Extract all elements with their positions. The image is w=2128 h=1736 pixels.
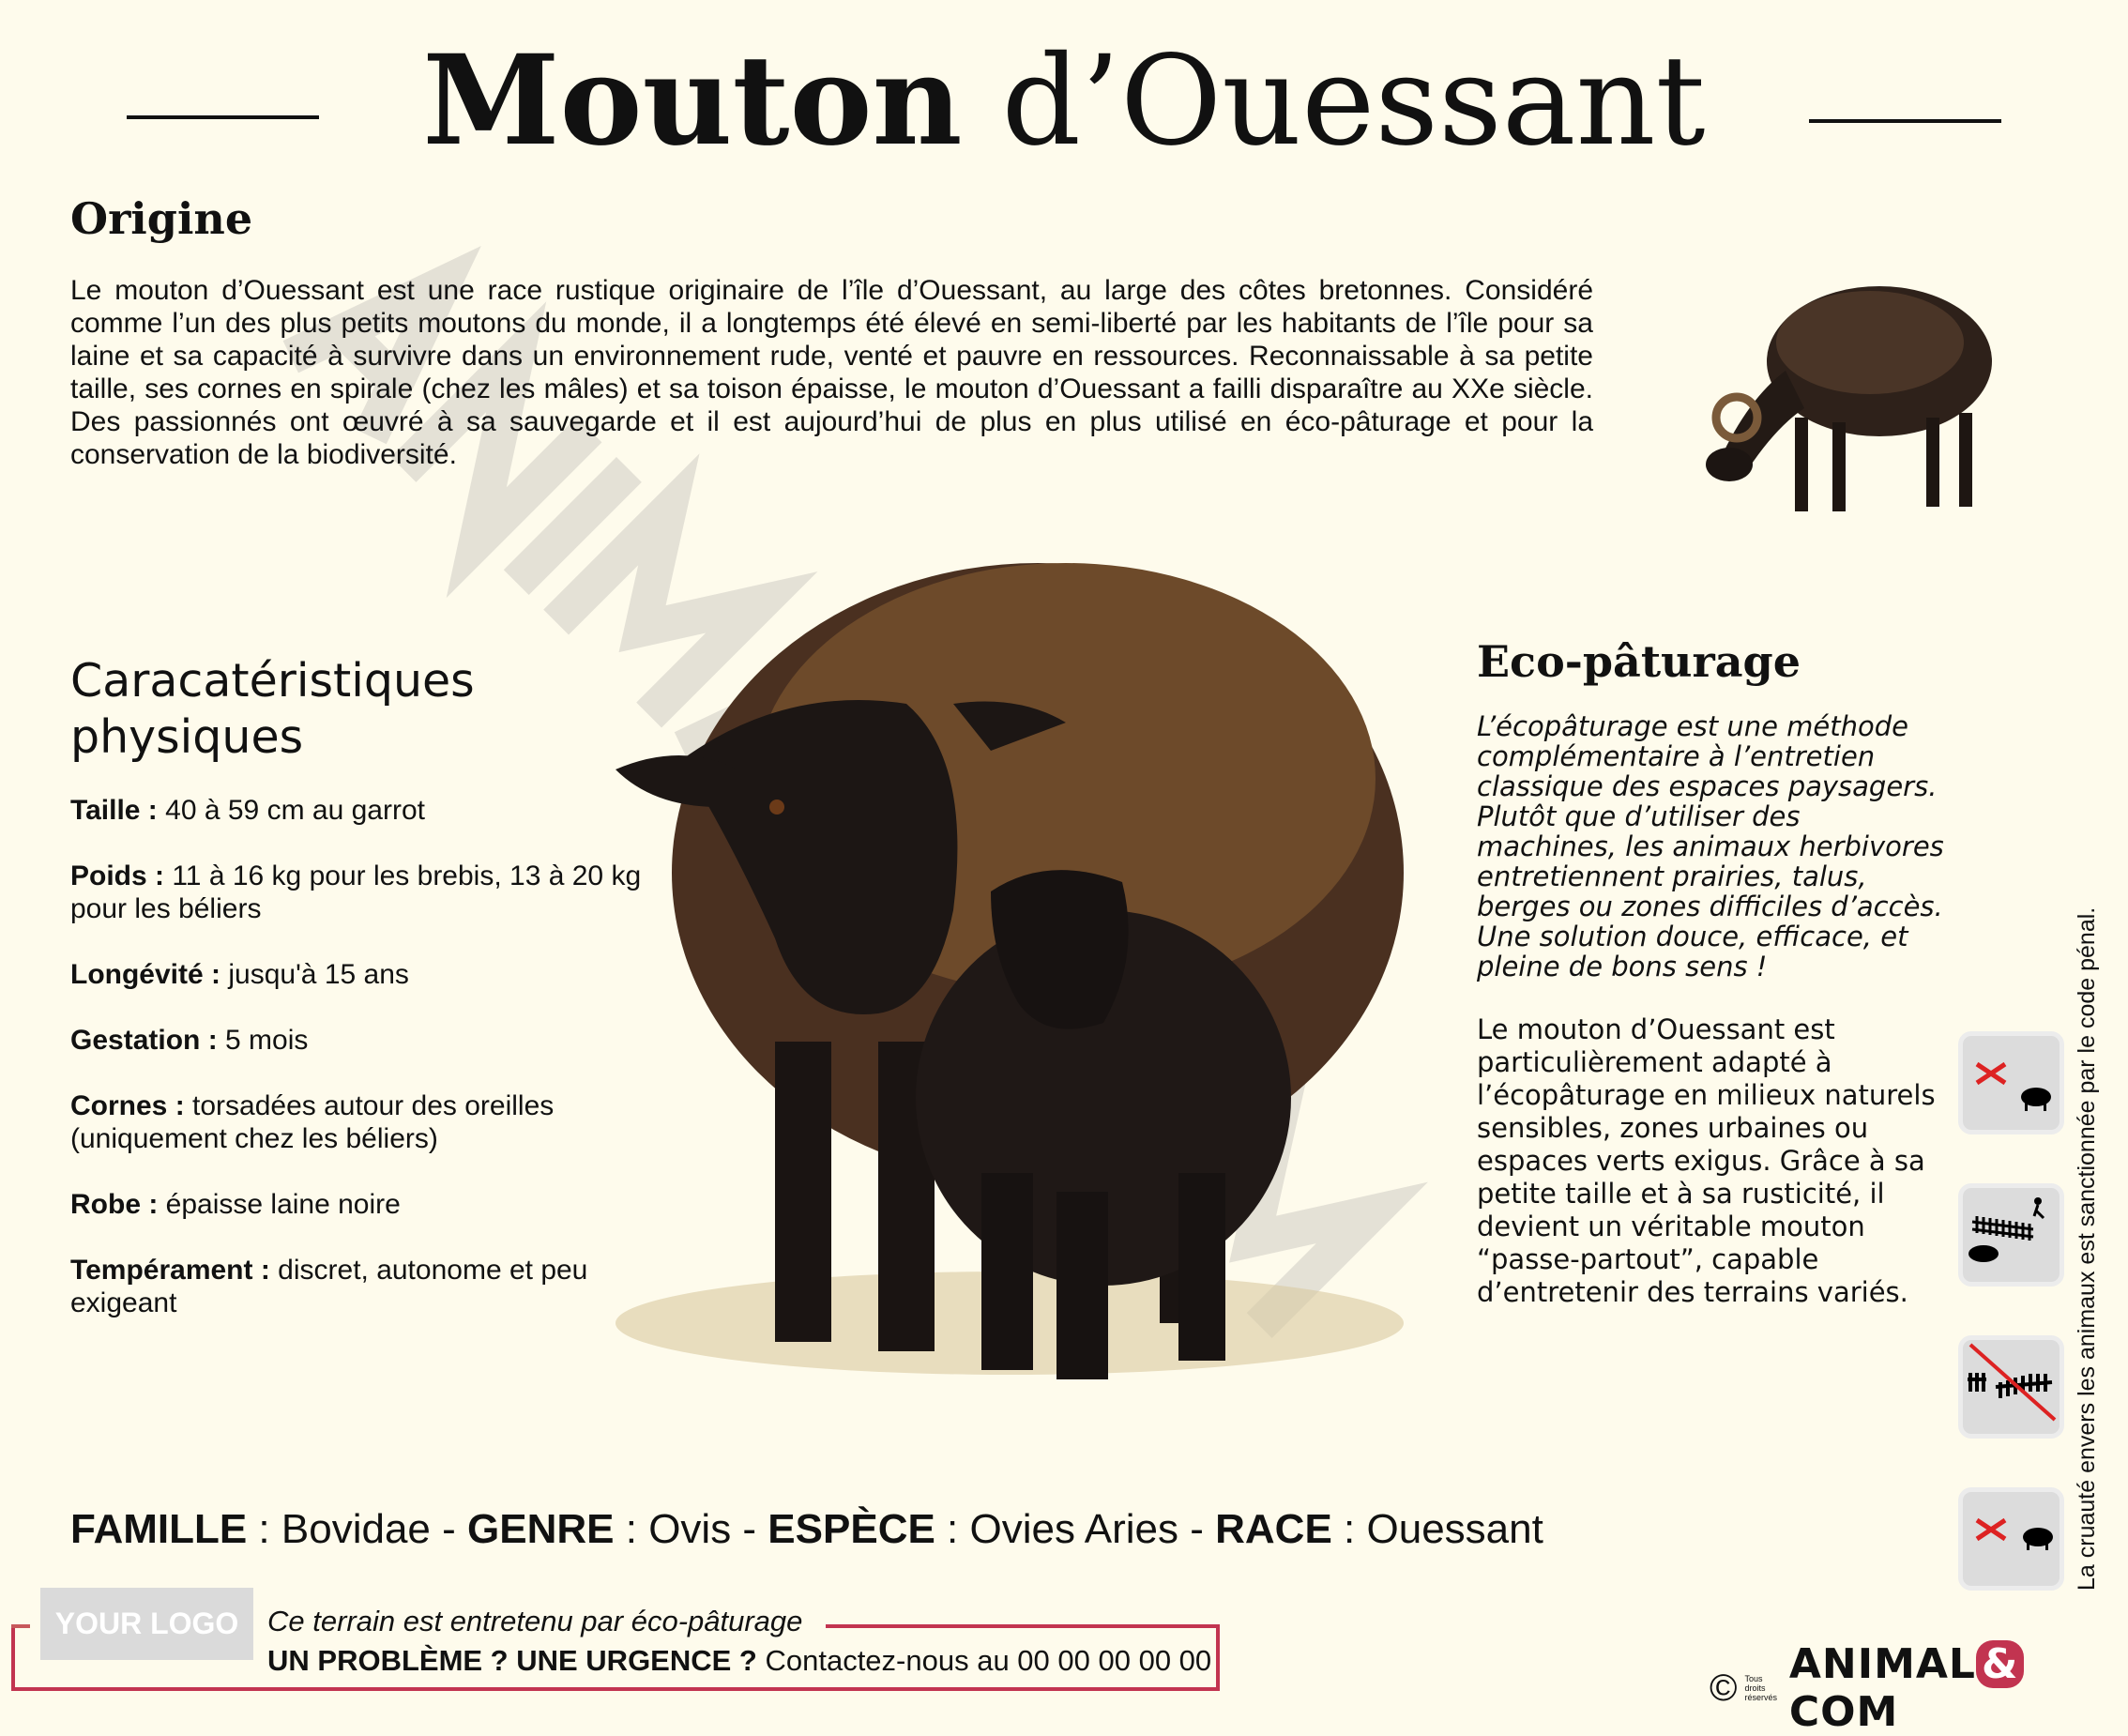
- no-bread-feeding-icon: [1958, 1487, 2064, 1591]
- page-title: [0, 28, 2128, 174]
- origin-text: Le mouton d’Ouessant est une race rustique originaire de l’île d’Ouessant, au large des côtes bretonnes. Considéré comme l’un des plus petits moutons du monde, il a longtemps été élevé en semi-liberté par les habitants de l’île pour sa laine et sa capacité à survivre dans un environnement rude, venté et pauvre en ressources. Reconnaissable à sa petite taille, ses cornes en spirale (chez les mâles) et sa toison épaisse, le mouton d’Ouessant a failli disparaître au XXe siècle. Des passionnés ont œuvré à sa sauvegarde et il est aujourd’hui de plus en plus utilisé en éco-pâturage et pour la conservation de la biodiversité.: [70, 275, 1593, 470]
- characteristics-list: [70, 794, 652, 1352]
- logo-placeholder: YOUR LOGO: [40, 1588, 253, 1660]
- taxonomy-line: FAMILLE : Bovidae - GENRE : Ovis - ESPÈCE : Ovies Aries - RACE : Ouessant: [70, 1506, 1543, 1552]
- eco-intro: L’écopâturage est une méthode complémentaire à l’entretien classique des espaces paysagers. Plutôt que d’utiliser des machines, les animaux herbivores entretiennent prairies, talus, berges ou zones difficiles d’accès. Une solution douce, efficace, et pleine de bons sens !: [1477, 710, 1944, 982]
- close-gate-icon: [1958, 1183, 2064, 1287]
- grazing-ram-image: [1682, 258, 2001, 525]
- trait-longevity: Longévité : jusqu'à 15 ans: [70, 959, 409, 990]
- trait-horns: Cornes : torsadées autour des oreilles (uniquement chez les béliers): [70, 1090, 555, 1154]
- trait-temperament: Tempérament : discret, autonome et peu exigeant: [70, 1255, 588, 1318]
- trait-size: Taille : 40 à 59 cm au garrot: [70, 795, 425, 826]
- no-feeding-sheep-icon: [1958, 1031, 2064, 1134]
- rights-text: Tous droits réservés: [1744, 1674, 1777, 1702]
- frame-top-right: [826, 1624, 1220, 1628]
- legal-notice: La cruauté envers les animaux est sanctionnée par le code pénal.: [2074, 906, 2100, 1591]
- trait-coat: Robe : épaisse laine noire: [70, 1189, 401, 1220]
- frame-top-left: [11, 1624, 30, 1628]
- tagline: Ce terrain est entretenu par éco-pâturage: [267, 1605, 803, 1637]
- ewe-and-lamb-image: [597, 516, 1422, 1393]
- trait-gestation: Gestation : 5 mois: [70, 1025, 309, 1056]
- emergency-contact: UN PROBLÈME ? UNE URGENCE ? Contactez-nous au 00 00 00 00 00: [267, 1644, 1212, 1677]
- eco-text: Le mouton d’Ouessant est particulièrement adapté à l’écopâturage en milieux naturels sensibles, zones urbaines ou espaces verts exigus. Grâce à sa petite taille et à sa rusticité, il devient un véritable mouton “passe-partout”, capable d’entretenir des terrains variés.: [1477, 1013, 1936, 1308]
- no-damage-fence-icon: [1958, 1335, 2064, 1439]
- title-regular: d’Ouessant: [1001, 29, 1706, 174]
- brand-name: ANIMAL &COM: [1789, 1640, 2128, 1736]
- eco-column: [1477, 711, 1946, 1309]
- trait-weight: Poids : 11 à 16 kg pour les brebis, 13 à 20 kg pour les béliers: [70, 860, 642, 924]
- origin-heading: Origine: [70, 193, 253, 244]
- title-bold: Mouton: [422, 28, 963, 174]
- eco-heading: Eco-pâturage: [1477, 636, 1801, 687]
- characteristics-heading: Caracatéristiques physiques: [70, 654, 475, 764]
- copyright-icon: ©: [1710, 1667, 1738, 1709]
- brand-logo: [1710, 1640, 2128, 1736]
